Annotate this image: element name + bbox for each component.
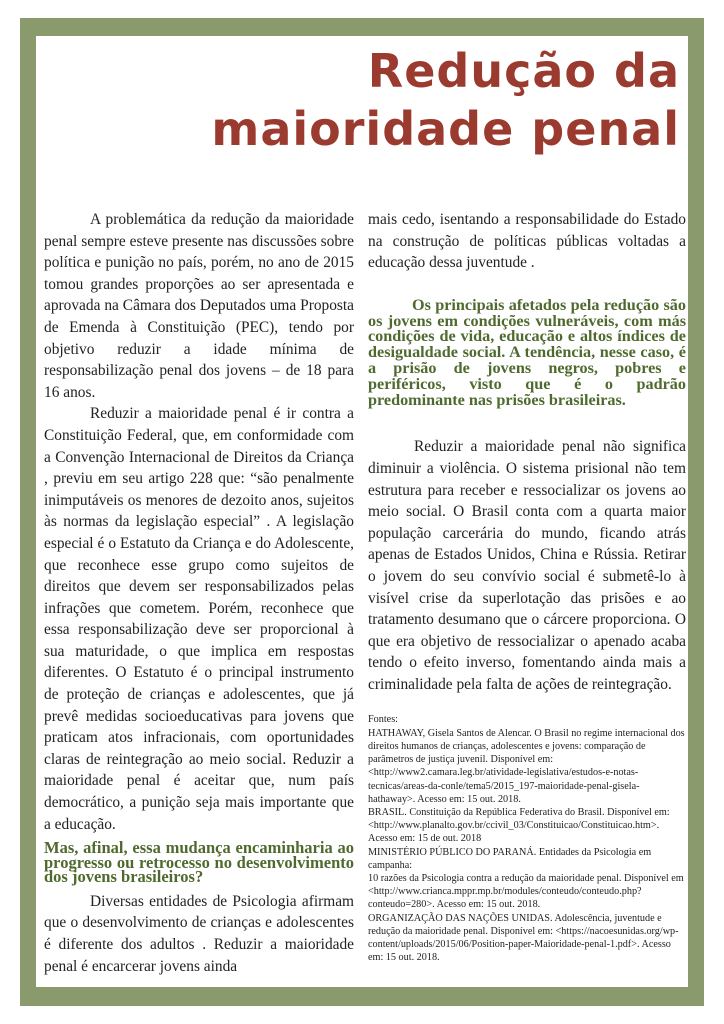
pull-quote: Os principais afetados pela redução são os jovens em condições vulneráveis, com más condições de vida, educação e altos índices de desigualdade social. A tendência, nesse caso, é a prisão de jovens negros, pobres e periféricos, visto que é o padrão predominante nas prisões brasileiras. [368,295,686,409]
source-item: BRASIL. Constituição da República Federativa do Brasil. Disponível em: <http://www.planalto.gov.br/ccivil_03/Constituicao/Constituicao.htm>. Acesso em: 15 de out. 2018 [368,806,670,845]
title-line-1: Redução da [367,44,680,98]
sources-label: Fontes: [368,714,399,726]
source-item: MINISTÉRIO PÚBLICO DO PARANÁ. Entidades da Psicologia em campanha: [368,846,652,871]
document-page [36,36,688,987]
source-item: HATHAWAY, Gisela Santos de Alencar. O Brasil no regime internacional dos direitos humanos de crianças, adolescentes e jovens: comparação de parâmetros de justiça juvenil. Disponível em: <http://www2.camara.leg.br/atividade-legislativa/estudos-e-notas-tecnicas/areas-da-conle/tema5/2015_197-maioridade-penal-gisela-hathaway>. Acesso em: 15 out. 2018. [368,727,685,805]
paragraph-psychology: Diversas entidades de Psicologia afirmam que o desenvolvimento de crianças e adolescentes é diferente dos adultos . Reduzir a maioridade penal é encarcerar jovens ainda [44,892,354,975]
page-title [80,42,680,158]
right-column [368,209,686,964]
section-subheading: Mas, afinal, essa mudança encaminharia ao progresso ou retrocesso no desenvolvimento dos jovens brasileiros? [44,838,354,887]
source-item: ORGANIZAÇÃO DAS NAÇÕES UNIDAS. Adolescência, juventude e redução da maioridade penal. Disponível em: <https://nacoesunidas.org/wp-content/uploads/2015/06/Position-paper-Maioridade-penal-1.pdf>. Acesso em: 15 out. 2018. [368,912,679,964]
paragraph-constitution: Reduzir a maioridade penal é ir contra a Constituição Federal, que, em conformidade com a Convenção Internacional de Direitos da Criança , previu em seu artigo 228 que: “são penalmente inimputáveis os menores de dezoito anos, sujeitos às normas da legislação especial” . A legislação especial é o Estatuto da Criança e do Adolescente, que reconhece esse grupo como sujeitos de direitos que devem ser responsabilizados pelas infrações que cometem. Porém, reconhece que essa responsabilização deve ser proporcional à sua maturidade, o que implica em respostas diferentes. O Estatuto é o principal instrumento de proteção de crianças e adolescentes, que já prevê medidas socioeducativas para jovens que praticam atos infracionais, com oportunidades claras de reintegração ao meio social. Reduzir a maioridade penal é aceitar que, num país democrático, a punição seja mais importante que a educação. [44,405,354,833]
title-line-2: maioridade penal [211,102,680,156]
paragraph-intro: A problemática da redução da maioridade penal sempre esteve presente nas discussões sobre política e punição no país, porém, no ano de 2015 tomou grandes proporções ao ser apresentada e aprovada na Câmara dos Deputados uma Proposta de Emenda à Constituição (PEC), tendo por objetivo reduzir a idade mínima de responsabilização penal dos jovens – de 18 para 16 anos. [44,211,354,401]
sources-section [368,713,686,964]
source-item: 10 razões da Psicologia contra a redução da maioridade penal. Disponível em <http://www.crianca.mppr.mp.br/modules/conteudo/conteudo.php?conteudo=280>. Acesso em: 15 out. 2018. [368,872,684,911]
left-column [44,209,354,977]
paragraph-violence: Reduzir a maioridade penal não significa diminuir a violência. O sistema prisional não tem estrutura para receber e ressocializar os jovens ao meio social. O Brasil conta com a quarta maior população carcerária do mundo, ficando atrás apenas de Estados Unidos, China e Rússia. Retirar o jovem do seu convívio social é submetê-lo à visível crise da superlotação das prisões e ao tratamento desumano que o cárcere proporciona. O que era objetivo de ressocializar o apenado acaba tendo o efeito inverso, fomentando ainda mais a criminalidade pela falta de ações de reintegração. [368,438,686,693]
paragraph-continuation: mais cedo, isentando a responsabilidade do Estado na construção de políticas públicas voltadas a educação dessa juventude . [368,211,686,272]
